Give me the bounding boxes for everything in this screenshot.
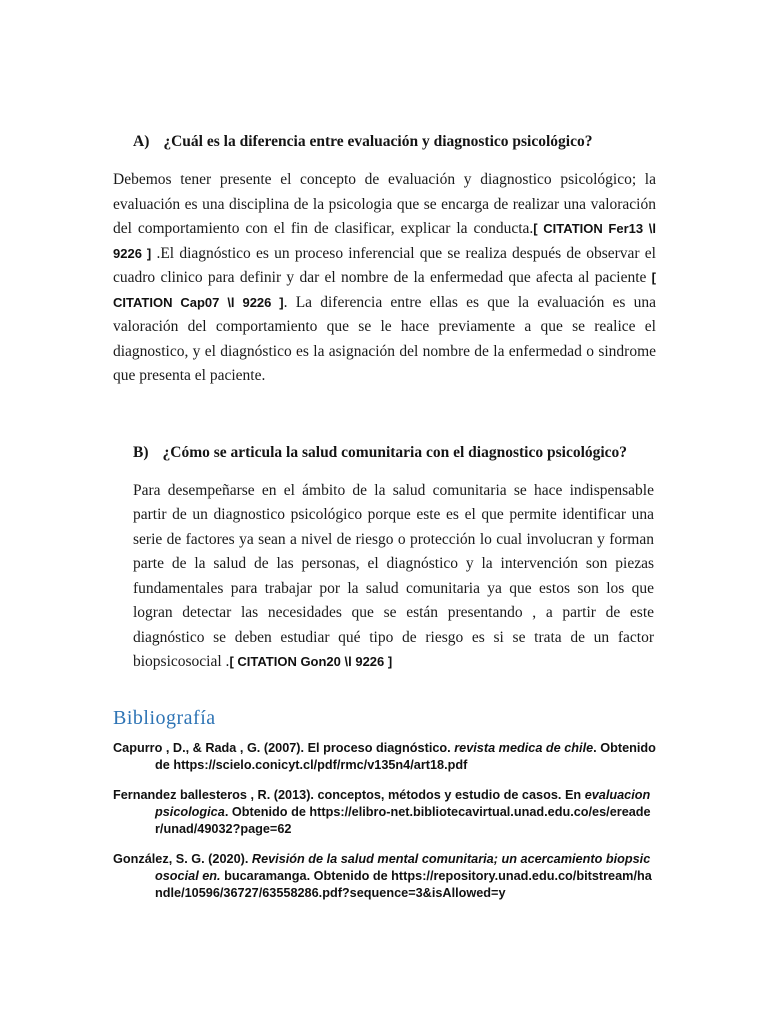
entry-fernandez-book: evaluacion psicologica	[155, 787, 651, 819]
paragraph-a-run2: .El diagnóstico es un proceso inferencial que se realiza después de observar el cuadro clinico para definir y dar el nombre de la enfermedad que afecta al paciente	[113, 244, 656, 286]
entry-gonzalez-post: bucaramanga. Obtenido de https://repository.unad.edu.co/bitstream/handle/10596/36727/63558286.pdf?sequence=3&isAllowed=y	[155, 868, 652, 900]
bibliography-heading: Bibliografía	[113, 706, 216, 729]
question-a-text: ¿Cuál es la diferencia entre evaluación y diagnostico psicológico?	[163, 133, 593, 150]
entry-capurro-journal: revista medica de chile	[454, 740, 594, 755]
paragraph-a-run3: . La diferencia entre ellas es que la evaluación es una valoración del comportamiento que se le hace previamente a que se realice el diagnostico, y el diagnóstico es la asignación del nombre de la enfermedad o sindrome que presenta el paciente.	[113, 293, 656, 384]
citation-gon20: [ CITATION Gon20 \l 9226 ]	[229, 654, 393, 669]
bibliography-entry-fernandez	[113, 787, 656, 838]
paragraph-b-run1: Para desempeñarse en el ámbito de la salud comunitaria se hace indispensable partir de un diagnostico psicológico porque este es el que permite identificar una serie de factores ya sean a nivel de riesgo o protección lo cual involucran y forman parte de la salud de las personas, el diagnóstico y la intervención son piezas fundamentales para trabajar por la salud comunitaria ya que estos son los que logran detectar las necesidades que se están presentando , a partir de este diagnóstico se deben estudiar qué tipo de riesgo es si se trata de un factor biopsicosocial .	[133, 481, 654, 670]
entry-fernandez-pre: Fernandez ballesteros , R. (2013). conceptos, métodos y estudio de casos. En	[113, 787, 585, 802]
question-b-text: ¿Cómo se articula la salud comunitaria con el diagnostico psicológico?	[162, 443, 628, 461]
entry-capurro-pre: Capurro , D., & Rada , G. (2007). El proceso diagnóstico.	[113, 740, 455, 755]
bibliography-entry-gonzalez	[113, 851, 656, 902]
section-gap	[113, 389, 656, 441]
bibliography-entry-capurro	[113, 740, 656, 774]
question-b-label: B)	[133, 443, 149, 461]
citation-fer13: [ CITATION Fer13 \l 9226 ]	[113, 221, 656, 261]
paragraph-a-run1: Debemos tener presente el concepto de evaluación y diagnostico psicológico; la evaluación es una disciplina de la psicologia que se encarga de realizar una valoración del comportamiento con el fin de clasificar, explicar la conducta.	[113, 171, 656, 237]
entry-capurro-post: . Obtenido de https://scielo.conicyt.cl/pdf/rmc/v135n4/art18.pdf	[155, 740, 656, 772]
question-a-label: A)	[133, 133, 150, 150]
paragraph-b	[133, 479, 654, 675]
entry-gonzalez-title: Revisión de la salud mental comunitaria; un acercamiento biopsicosocial en.	[155, 851, 651, 883]
question-b-heading	[133, 441, 656, 465]
entry-fernandez-post: . Obtenido de https://elibro-net.bibliotecavirtual.unad.edu.co/es/ereader/unad/49032?page=62	[155, 804, 651, 836]
citation-cap07: [ CITATION Cap07 \l 9226 ]	[113, 270, 656, 310]
question-a-heading	[133, 130, 656, 154]
entry-gonzalez-pre: González, S. G. (2020).	[113, 851, 252, 866]
paragraph-a	[113, 168, 656, 389]
